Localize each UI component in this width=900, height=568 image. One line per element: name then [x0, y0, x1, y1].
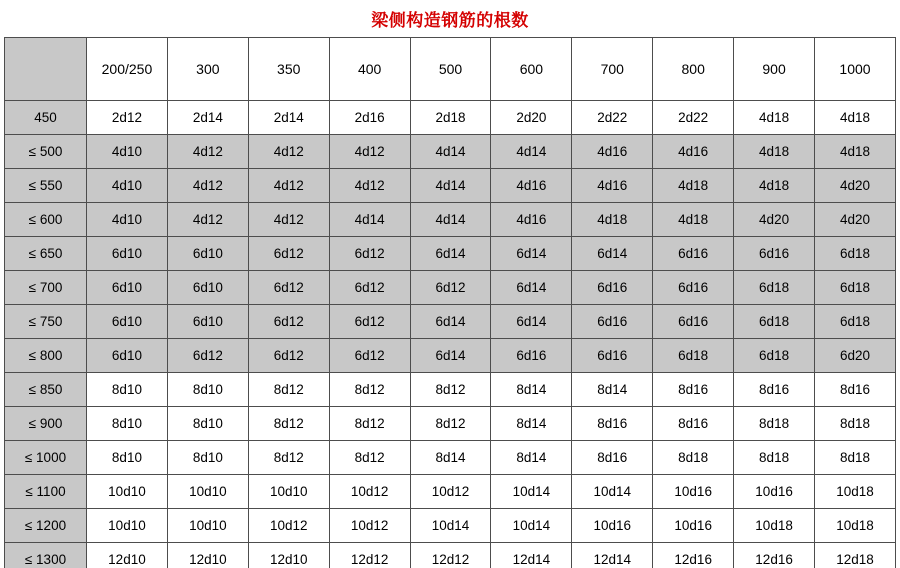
table-cell: 6d16 — [653, 305, 734, 339]
table-cell: 8d16 — [572, 441, 653, 475]
table-cell: 2d18 — [410, 101, 491, 135]
table-cell: 8d16 — [572, 407, 653, 441]
table-cell: 8d10 — [87, 407, 168, 441]
table-cell: 4d14 — [410, 203, 491, 237]
row-header: ≤ 600 — [5, 203, 87, 237]
table-cell: 12d16 — [653, 543, 734, 568]
table-cell: 6d18 — [815, 237, 896, 271]
table-cell: 4d16 — [572, 169, 653, 203]
column-header: 500 — [410, 38, 491, 101]
table-cell: 10d18 — [734, 509, 815, 543]
table-row — [5, 543, 896, 568]
table-cell: 4d14 — [410, 135, 491, 169]
table-cell: 8d16 — [653, 373, 734, 407]
table-cell: 10d16 — [734, 475, 815, 509]
table-cell: 6d16 — [572, 305, 653, 339]
row-header: ≤ 650 — [5, 237, 87, 271]
table-cell: 12d10 — [167, 543, 248, 568]
table-cell: 6d14 — [491, 271, 572, 305]
table-row — [5, 373, 896, 407]
table-cell: 4d18 — [815, 101, 896, 135]
table-cell: 2d16 — [329, 101, 410, 135]
table-cell: 8d12 — [410, 373, 491, 407]
table-cell: 10d16 — [653, 509, 734, 543]
table-cell: 6d18 — [734, 305, 815, 339]
table-cell: 4d18 — [653, 203, 734, 237]
table-cell: 4d12 — [329, 169, 410, 203]
table-cell: 6d18 — [815, 271, 896, 305]
table-cell: 4d20 — [734, 203, 815, 237]
table-row — [5, 305, 896, 339]
table-cell: 6d18 — [653, 339, 734, 373]
row-header: ≤ 900 — [5, 407, 87, 441]
table-cell: 4d18 — [653, 169, 734, 203]
table-cell: 8d18 — [653, 441, 734, 475]
table-cell: 2d22 — [653, 101, 734, 135]
table-row — [5, 339, 896, 373]
table-cell: 12d12 — [329, 543, 410, 568]
table-cell: 4d20 — [815, 203, 896, 237]
row-header: ≤ 500 — [5, 135, 87, 169]
table-cell: 8d14 — [410, 441, 491, 475]
table-cell: 4d16 — [653, 135, 734, 169]
table-cell: 8d12 — [248, 441, 329, 475]
table-cell: 4d12 — [167, 169, 248, 203]
table-cell: 6d14 — [491, 237, 572, 271]
row-header: ≤ 1300 — [5, 543, 87, 568]
table-cell: 4d16 — [491, 169, 572, 203]
table-cell: 10d14 — [572, 475, 653, 509]
table-row — [5, 509, 896, 543]
table-cell: 12d14 — [572, 543, 653, 568]
table-cell: 6d12 — [329, 271, 410, 305]
table-cell: 4d10 — [87, 169, 168, 203]
table-cell: 10d10 — [248, 475, 329, 509]
table-row — [5, 169, 896, 203]
row-header: ≤ 700 — [5, 271, 87, 305]
table-cell: 8d16 — [815, 373, 896, 407]
table-cell: 6d10 — [87, 271, 168, 305]
table-cell: 6d12 — [248, 339, 329, 373]
table-cell: 10d12 — [329, 475, 410, 509]
table-cell: 6d10 — [167, 237, 248, 271]
table-cell: 8d14 — [491, 373, 572, 407]
table-body — [5, 38, 896, 568]
table-row — [5, 407, 896, 441]
table-row — [5, 135, 896, 169]
table-cell: 8d12 — [248, 407, 329, 441]
table-cell: 6d14 — [410, 305, 491, 339]
table-cell: 10d16 — [572, 509, 653, 543]
column-header: 600 — [491, 38, 572, 101]
table-cell: 6d14 — [491, 305, 572, 339]
table-cell: 6d16 — [734, 237, 815, 271]
table-cell: 2d12 — [87, 101, 168, 135]
table-cell: 4d14 — [491, 135, 572, 169]
column-header: 900 — [734, 38, 815, 101]
table-cell: 8d12 — [410, 407, 491, 441]
table-cell: 6d18 — [734, 271, 815, 305]
column-header: 800 — [653, 38, 734, 101]
table-cell: 6d14 — [572, 237, 653, 271]
row-header: ≤ 1200 — [5, 509, 87, 543]
table-cell: 6d10 — [87, 339, 168, 373]
row-header: ≤ 750 — [5, 305, 87, 339]
table-cell: 6d12 — [248, 305, 329, 339]
table-cell: 8d12 — [329, 407, 410, 441]
table-cell: 8d18 — [734, 407, 815, 441]
table-cell: 10d18 — [815, 475, 896, 509]
table-row — [5, 101, 896, 135]
table-cell: 4d10 — [87, 135, 168, 169]
table-cell: 8d10 — [167, 373, 248, 407]
table-cell: 8d18 — [815, 441, 896, 475]
table-cell: 10d10 — [167, 509, 248, 543]
row-header: ≤ 1000 — [5, 441, 87, 475]
table-cell: 6d16 — [653, 237, 734, 271]
table-cell: 2d14 — [167, 101, 248, 135]
table-cell: 6d16 — [572, 339, 653, 373]
table-cell: 6d10 — [87, 305, 168, 339]
table-cell: 6d10 — [167, 271, 248, 305]
table-cell: 10d10 — [167, 475, 248, 509]
table-cell: 2d20 — [491, 101, 572, 135]
table-cell: 8d14 — [572, 373, 653, 407]
table-cell: 6d16 — [572, 271, 653, 305]
column-header: 200/250 — [87, 38, 168, 101]
table-cell: 4d16 — [572, 135, 653, 169]
table-cell: 12d14 — [491, 543, 572, 568]
table-cell: 4d18 — [572, 203, 653, 237]
table-cell: 6d16 — [653, 271, 734, 305]
table-cell: 8d10 — [167, 407, 248, 441]
table-cell: 8d12 — [248, 373, 329, 407]
rebar-count-table — [4, 37, 896, 568]
row-header: 450 — [5, 101, 87, 135]
table-cell: 12d12 — [410, 543, 491, 568]
table-cell: 6d12 — [248, 271, 329, 305]
table-cell: 10d10 — [87, 475, 168, 509]
table-row — [5, 271, 896, 305]
table-cell: 6d20 — [815, 339, 896, 373]
table-cell: 12d10 — [248, 543, 329, 568]
table-cell: 8d16 — [653, 407, 734, 441]
column-header: 700 — [572, 38, 653, 101]
table-cell: 6d12 — [248, 237, 329, 271]
table-cell: 10d14 — [491, 475, 572, 509]
table-cell: 8d10 — [87, 373, 168, 407]
table-row — [5, 203, 896, 237]
table-cell: 6d12 — [167, 339, 248, 373]
table-cell: 4d12 — [167, 135, 248, 169]
column-header: 1000 — [815, 38, 896, 101]
table-cell: 4d14 — [329, 203, 410, 237]
column-header: 400 — [329, 38, 410, 101]
column-header: 300 — [167, 38, 248, 101]
table-cell: 6d14 — [410, 237, 491, 271]
table-cell: 6d12 — [410, 271, 491, 305]
table-cell: 4d20 — [815, 169, 896, 203]
table-cell: 2d14 — [248, 101, 329, 135]
table-cell: 8d12 — [329, 373, 410, 407]
table-cell: 4d12 — [248, 203, 329, 237]
table-cell: 4d18 — [815, 135, 896, 169]
table-cell: 10d16 — [653, 475, 734, 509]
table-cell: 4d12 — [248, 135, 329, 169]
table-cell: 8d14 — [491, 407, 572, 441]
table-cell: 4d16 — [491, 203, 572, 237]
page-title: 梁侧构造钢筋的根数 — [371, 11, 529, 30]
table-cell: 4d14 — [410, 169, 491, 203]
table-cell: 6d18 — [734, 339, 815, 373]
table-header-row — [5, 38, 896, 101]
table-cell: 6d12 — [329, 339, 410, 373]
table-cell: 10d12 — [329, 509, 410, 543]
table-cell: 6d12 — [329, 305, 410, 339]
table-cell: 4d18 — [734, 135, 815, 169]
table-cell: 10d14 — [491, 509, 572, 543]
table-cell: 2d22 — [572, 101, 653, 135]
table-cell: 8d10 — [167, 441, 248, 475]
table-cell: 8d18 — [734, 441, 815, 475]
table-cell: 6d16 — [491, 339, 572, 373]
table-row — [5, 441, 896, 475]
table-row — [5, 237, 896, 271]
table-cell: 8d10 — [87, 441, 168, 475]
table-cell: 6d14 — [410, 339, 491, 373]
table-cell: 4d12 — [329, 135, 410, 169]
table-row — [5, 475, 896, 509]
table-cell: 12d16 — [734, 543, 815, 568]
table-cell: 6d12 — [329, 237, 410, 271]
table-cell: 10d12 — [410, 475, 491, 509]
table-cell: 4d12 — [248, 169, 329, 203]
table-cell: 4d18 — [734, 101, 815, 135]
table-cell: 12d10 — [87, 543, 168, 568]
row-header: ≤ 1100 — [5, 475, 87, 509]
table-cell: 8d14 — [491, 441, 572, 475]
table-corner-cell — [5, 38, 87, 101]
row-header: ≤ 850 — [5, 373, 87, 407]
table-cell: 8d16 — [734, 373, 815, 407]
table-cell: 4d10 — [87, 203, 168, 237]
row-header: ≤ 800 — [5, 339, 87, 373]
table-cell: 6d10 — [167, 305, 248, 339]
table-cell: 10d18 — [815, 509, 896, 543]
table-cell: 6d10 — [87, 237, 168, 271]
row-header: ≤ 550 — [5, 169, 87, 203]
table-cell: 10d14 — [410, 509, 491, 543]
table-cell: 10d10 — [87, 509, 168, 543]
table-cell: 10d12 — [248, 509, 329, 543]
table-cell: 8d12 — [329, 441, 410, 475]
table-cell: 4d18 — [734, 169, 815, 203]
table-cell: 8d18 — [815, 407, 896, 441]
table-cell: 12d18 — [815, 543, 896, 568]
column-header: 350 — [248, 38, 329, 101]
table-cell: 6d18 — [815, 305, 896, 339]
table-cell: 4d12 — [167, 203, 248, 237]
